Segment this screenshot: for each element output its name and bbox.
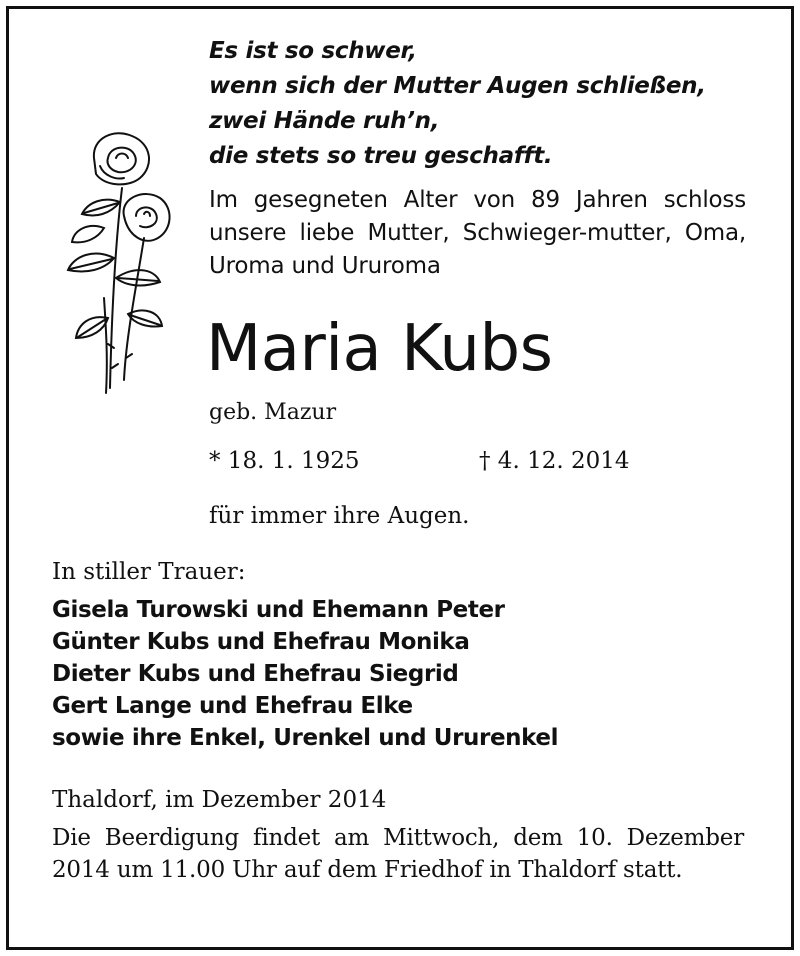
mourner-line: Günter Kubs und Ehefrau Monika (52, 629, 470, 655)
mourner-line: Dieter Kubs und Ehefrau Siegrid (52, 661, 459, 687)
closing-text: für immer ihre Augen. (209, 503, 470, 529)
mourner-line: Gert Lange und Ehefrau Elke (52, 693, 413, 719)
verse-line: zwei Hände ruh’n, (209, 108, 440, 134)
mourner-line: Gisela Turowski und Ehemann Peter (52, 597, 505, 623)
verse-line: wenn sich der Mutter Augen schließen, (209, 73, 706, 99)
mourning-label: In stiller Trauer: (52, 559, 246, 585)
mourner-line: sowie ihre Enkel, Urenkel und Ururenkel (52, 725, 559, 751)
intro-text: Im gesegneten Alter von 89 Jahren schloss unsere liebe Mutter, Schwieger-mutter, Oma, Uroma und Ururoma (209, 187, 746, 279)
birth-date: * 18. 1. 1925 (209, 448, 360, 474)
verse-line: Es ist so schwer, (209, 38, 417, 64)
deceased-name: Maria Kubs (206, 312, 553, 386)
death-date: † 4. 12. 2014 (479, 448, 630, 474)
place-date: Thaldorf, im Dezember 2014 (52, 787, 387, 813)
funeral-info: Die Beerdigung findet am Mittwoch, dem 10. Dezember 2014 um 11.00 Uhr auf dem Friedhof in Thaldorf statt. (52, 825, 744, 883)
mourners-list (52, 594, 752, 754)
verse (209, 34, 769, 174)
maiden-name: geb. Mazur (209, 400, 337, 425)
verse-line: die stets so treu geschafft. (209, 143, 553, 169)
rose-icon (44, 118, 184, 398)
